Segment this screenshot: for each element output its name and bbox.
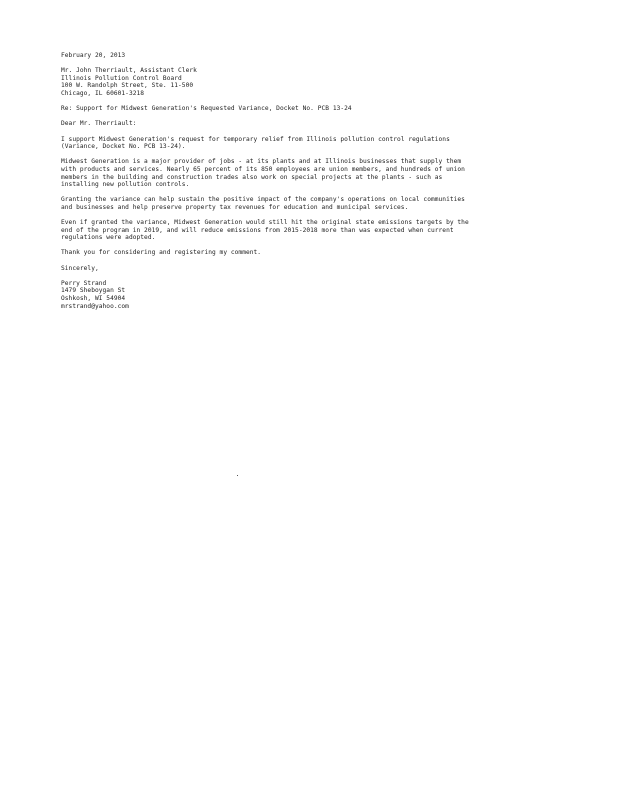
paragraph-line: members in the building and construction trades also work on special projects at the plants - such as bbox=[61, 173, 443, 181]
paragraph-line: Thank you for considering and registering my comment. bbox=[61, 249, 262, 257]
scan-speck bbox=[237, 475, 238, 476]
salutation: Dear Mr. Therriault: bbox=[61, 120, 137, 128]
paragraph-line: with products and services. Nearly 65 percent of its 850 employees are union members, and hundreds of union bbox=[61, 165, 465, 173]
recipient-street-line: 100 W. Randolph Street, Ste. 11-500 bbox=[61, 82, 194, 90]
paragraph-line: and businesses and help preserve property tax revenues for education and municipal services. bbox=[61, 203, 409, 211]
paragraph-line: Even if granted the variance, Midwest Generation would still hit the original state emissions targets by the bbox=[61, 219, 469, 227]
paragraph-line: Midwest Generation is a major provider of jobs - at its plants and at Illinois businesses that supply them bbox=[61, 158, 462, 166]
paragraph-community-impact bbox=[61, 196, 561, 211]
paragraph-line: Granting the variance can help sustain the positive impact of the company's operations on local communities bbox=[61, 196, 465, 204]
sender-email: mrstrand@yahoo.com bbox=[61, 302, 129, 310]
recipient-name-line: Mr. John Therriault, Assistant Clerk bbox=[61, 67, 197, 75]
recipient-city-line: Chicago, IL 60601-3218 bbox=[61, 89, 145, 97]
closing: Sincerely, bbox=[61, 264, 99, 272]
sender-signature-block bbox=[61, 280, 561, 310]
paragraph-line: I support Midwest Generation's request for temporary relief from Illinois pollution control regulations bbox=[61, 135, 450, 143]
paragraph-line: installing new pollution controls. bbox=[61, 181, 190, 189]
paragraph-line: regulations were adopted. bbox=[61, 234, 156, 242]
paragraph-emissions bbox=[61, 219, 561, 242]
paragraph-support-request bbox=[61, 136, 561, 151]
sender-name: Perry Strand bbox=[61, 279, 107, 287]
recipient-organization-line: Illinois Pollution Control Board bbox=[61, 74, 182, 82]
letter-date: February 20, 2013 bbox=[61, 52, 126, 59]
sender-street: 1479 Sheboygan St bbox=[61, 287, 126, 295]
paragraph-line: (Variance, Docket No. PCB 13-24). bbox=[61, 143, 186, 151]
recipient-address-block bbox=[61, 67, 561, 97]
paragraph-thanks bbox=[61, 249, 561, 257]
paragraph-line: end of the program in 2019, and will reduce emissions from 2015-2018 more than was expected when current bbox=[61, 226, 454, 234]
sender-city: Oshkosh, WI 54904 bbox=[61, 295, 126, 302]
paragraph-jobs bbox=[61, 158, 561, 188]
letter-body bbox=[61, 52, 561, 310]
subject-line: Re: Support for Midwest Generation's Requested Variance, Docket No. PCB 13-24 bbox=[61, 105, 352, 113]
